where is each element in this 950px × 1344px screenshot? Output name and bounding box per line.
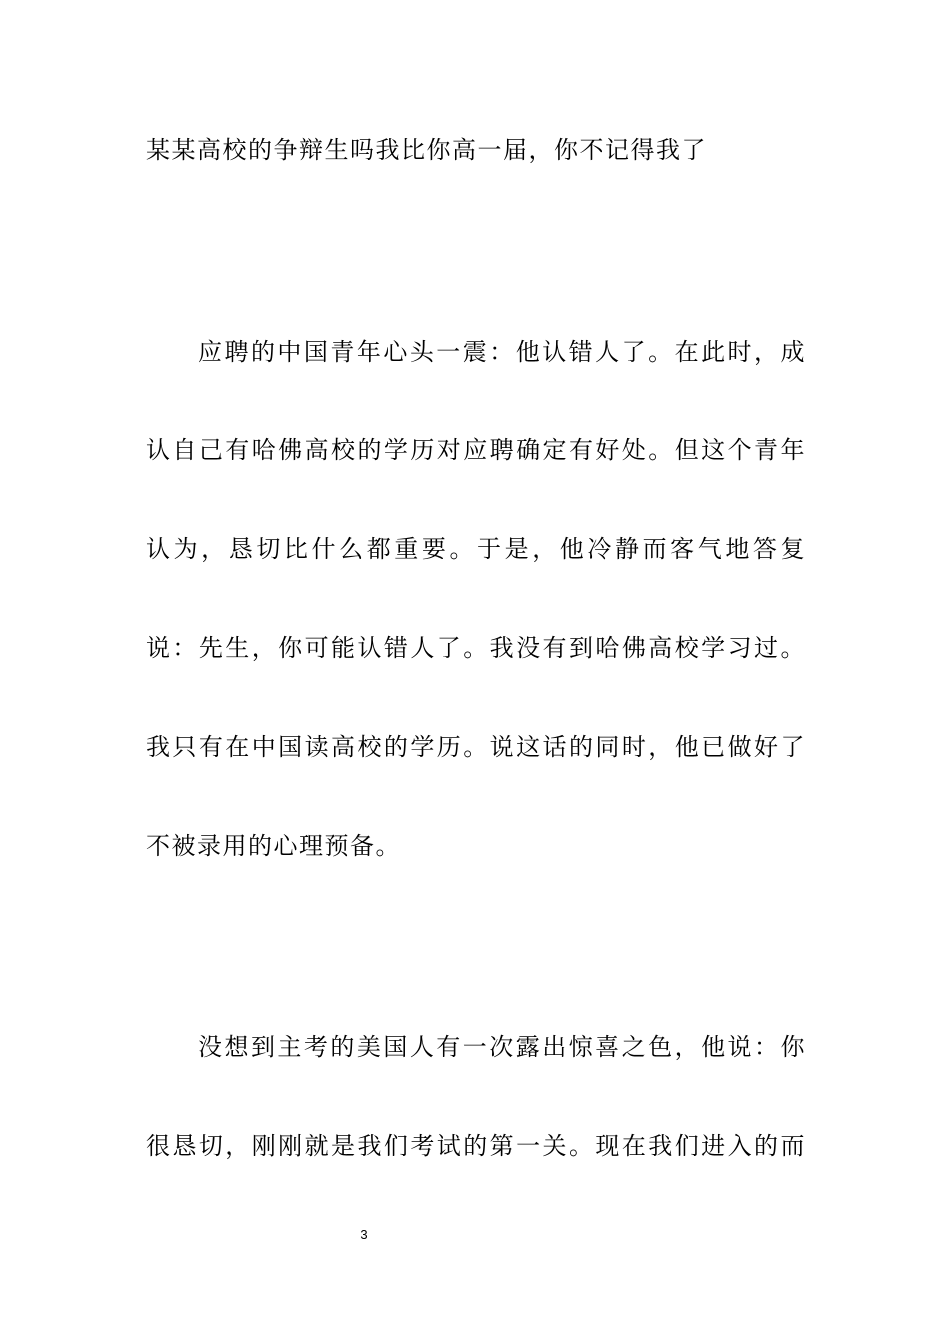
page-number: 3 [360, 1227, 368, 1242]
text-line-1: 某某高校的争辩生吗我比你高一届，你不记得我了 [146, 136, 707, 164]
text-line-3: 认自己有哈佛高校的学历对应聘确定有好处。但这个青年 [146, 436, 806, 464]
text-line-5: 说：先生，你可能认错人了。我没有到哈佛高校学习过。 [146, 634, 806, 662]
text-line-9: 很恳切，刚刚就是我们考试的第一关。现在我们进入的而 [146, 1132, 806, 1160]
paragraph-start-line: 没想到主考的美国人有一次露出惊喜之色，他说：你 [198, 1033, 806, 1061]
text-line-7: 不被录用的心理预备。 [146, 832, 401, 860]
text-line-6: 我只有在中国读高校的学历。说这话的同时，他已做好了 [146, 733, 806, 761]
paragraph-start-line: 应聘的中国青年心头一震：他认错人了。在此时，成 [198, 338, 806, 366]
text-line-4: 认为，恳切比什么都重要。于是，他冷静而客气地答复 [146, 535, 806, 563]
